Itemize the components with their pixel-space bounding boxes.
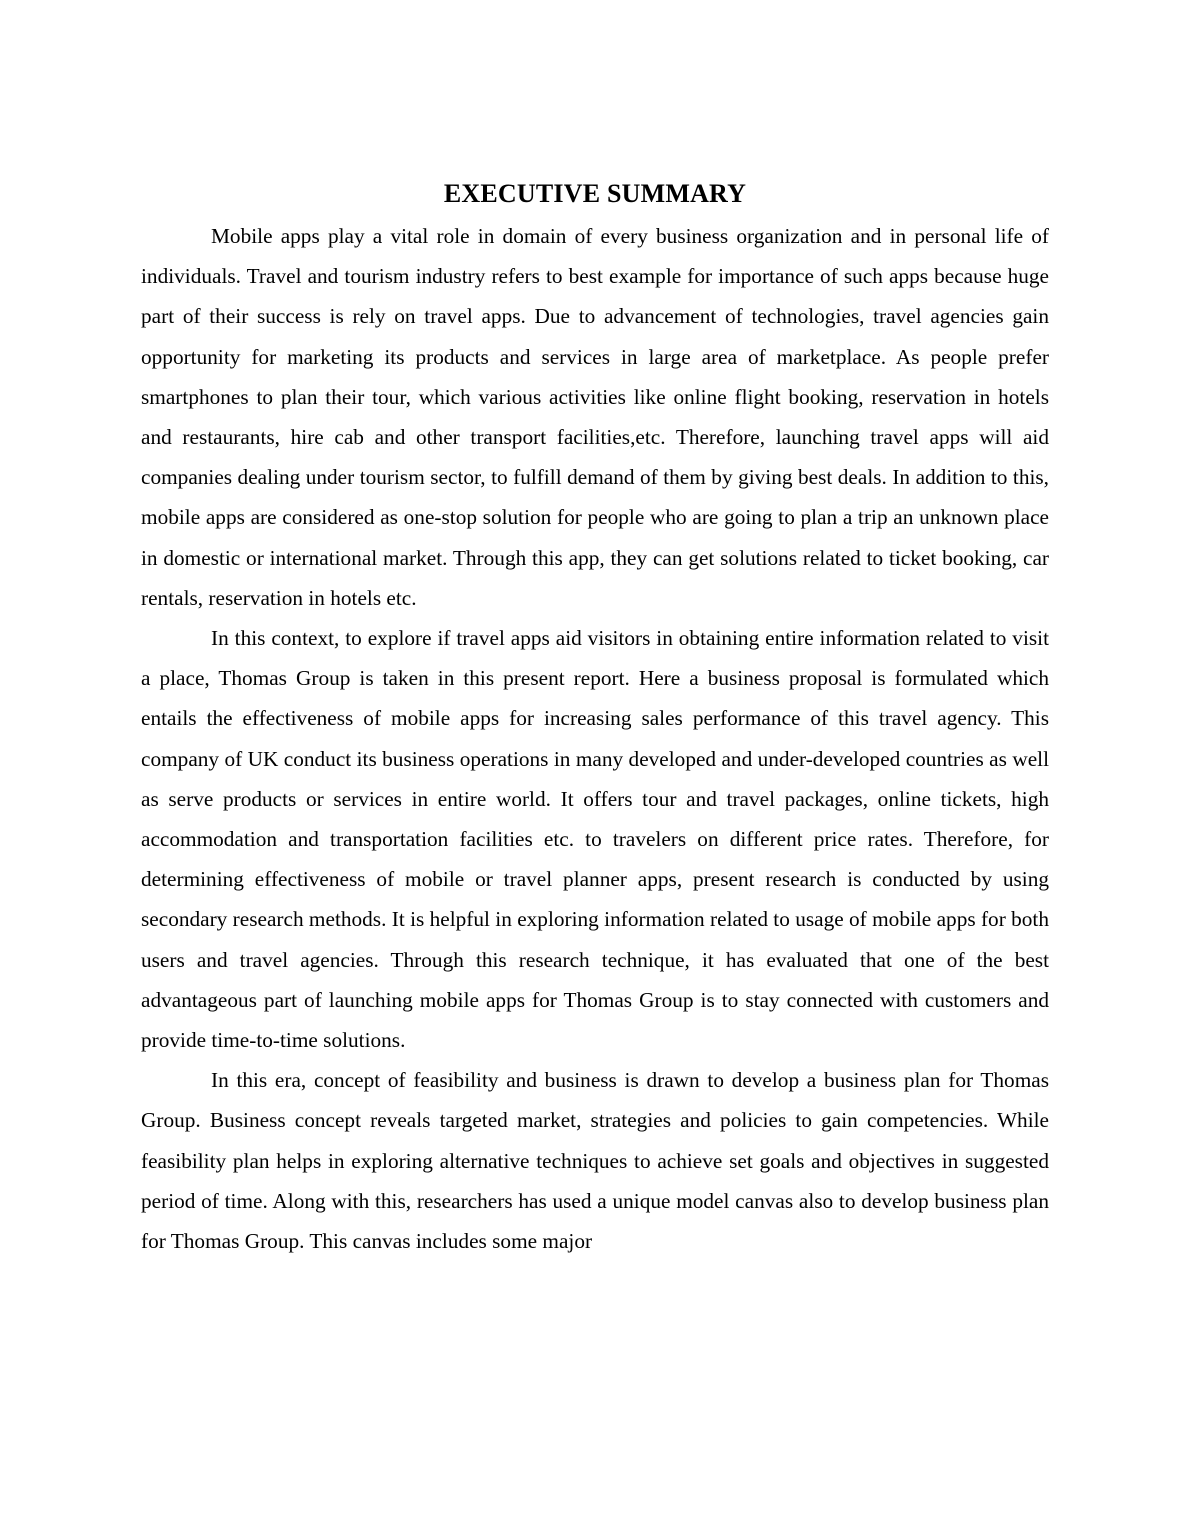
paragraph-2: In this context, to explore if travel apps aid visitors in obtaining entire information related to visit a place, Thomas Group is taken in this present report. Here a business proposal is formulated which entails the effectiveness of mobile apps for increasing sales performance of this travel agency. This company of UK conduct its business operations in many developed and under-developed countries as well as serve products or services in entire world. It offers tour and travel packages, online tickets, high accommodation and transportation facilities etc. to travelers on different price rates. Therefore, for determining effectiveness of mobile or travel planner apps, present research is conducted by using secondary research methods. It is helpful in exploring information related to usage of mobile apps for both users and travel agencies. Through this research technique, it has evaluated that one of the best advantageous part of launching mobile apps for Thomas Group is to stay connected with customers and provide time-to-time solutions. xyxy=(141,626,1049,1053)
section-title: EXECUTIVE SUMMARY xyxy=(443,179,747,208)
paragraph-1: Mobile apps play a vital role in domain of every business organization and in personal life of individuals. Travel and tourism industry refers to best example for importance of such apps because huge part of their success is rely on travel apps. Due to advancement of technologies, travel agencies gain opportunity for marketing its products and services in large area of marketplace. As people prefer smartphones to plan their tour, which various activities like online flight booking, reservation in hotels and restaurants, hire cab and other transport facilities,etc. Therefore, launching travel apps will aid companies dealing under tourism sector, to fulfill demand of them by giving best deals. In addition to this, mobile apps are considered as one-stop solution for people who are going to plan a trip an unknown place in domestic or international market. Through this app, they can get solutions related to ticket booking, car rentals, reservation in hotels etc. xyxy=(141,224,1049,610)
paragraph-3: In this era, concept of feasibility and business is drawn to develop a business plan for Thomas Group. Business concept reveals targeted market, strategies and policies to gain competencies. While feasibility plan helps in exploring alternative techniques to achieve set goals and objectives in suggested period of time. Along with this, researchers has used a unique model canvas also to develop business plan for Thomas Group. This canvas includes some major xyxy=(141,1068,1049,1254)
page-content xyxy=(141,176,1049,1261)
